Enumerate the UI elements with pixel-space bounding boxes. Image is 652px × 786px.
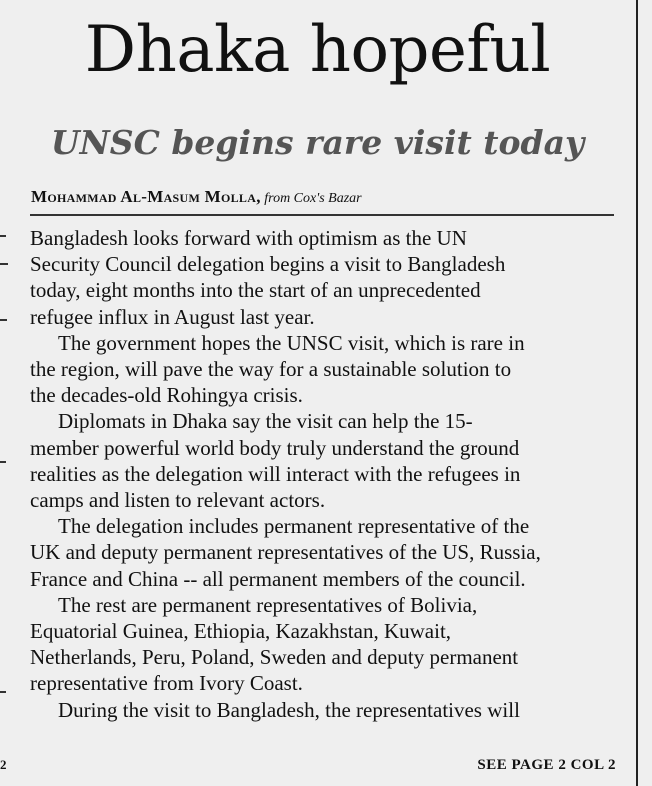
article-paragraph: The rest are permanent representatives of Bolivia, Equatorial Guinea, Ethiopia, Kazakhstan, Kuwait, Netherlands, Peru, Poland, Sweden and deputy permanent representative from Ivory Coast. (30, 592, 519, 696)
adjacent-column-edge (0, 215, 14, 775)
article-paragraph: The government hopes the UNSC visit, which is rare in the region, will pave the way for a sustainable solution to the decades-old Rohingya crisis. (30, 330, 525, 408)
continuation-jump: SEE PAGE 2 COL 2 (477, 757, 616, 773)
byline (31, 187, 606, 208)
article-body (30, 225, 614, 723)
byline-location: from Cox's Bazar (264, 191, 362, 206)
page-edge-mark: 2 (0, 757, 7, 772)
article-paragraph: The delegation includes permanent representative of the UK and deputy permanent representatives of the US, Russia, France and China -- all permanent members of the council. (30, 514, 541, 591)
byline-author: Mohammad Al-Masum Molla, (31, 187, 261, 206)
subheadline: UNSC begins rare visit today (50, 123, 585, 162)
article-paragraph: Bangladesh looks forward with optimism as the UN Security Council delegation begins a visit to Bangladesh today, eight months into the start of an unprecedented refugee influx in August last year. (30, 226, 506, 329)
headline: Dhaka hopeful (84, 13, 551, 87)
column-divider (636, 0, 638, 786)
article-paragraph: During the visit to Bangladesh, the representatives will (58, 697, 520, 722)
article-paragraph: Diplomats in Dhaka say the visit can help the 15- member powerful world body truly understand the ground realities as the delegation will interact with the refugees in camps and listen to relevant actors. (30, 409, 521, 513)
byline-divider (30, 214, 614, 216)
